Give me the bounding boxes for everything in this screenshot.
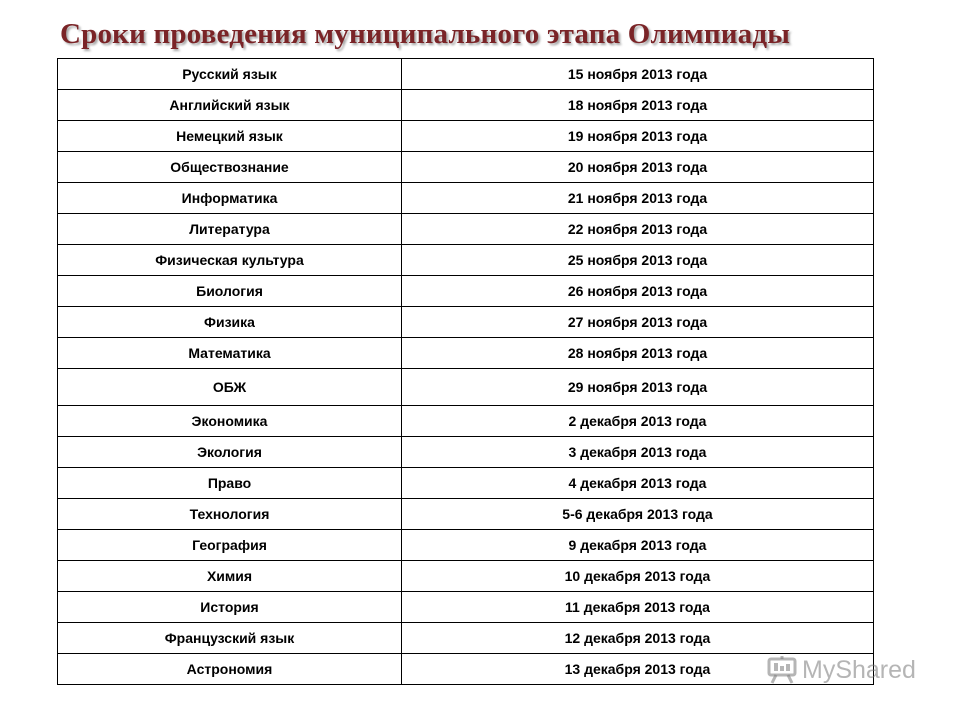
- subject-cell: Немецкий язык: [58, 121, 402, 152]
- table-row: [58, 338, 874, 369]
- subject-cell: ОБЖ: [58, 369, 402, 406]
- watermark-text: MyShared: [802, 655, 916, 684]
- date-cell: 29 ноября 2013 года: [402, 369, 874, 406]
- table-row: [58, 530, 874, 561]
- subject-cell: Экономика: [58, 406, 402, 437]
- date-cell: 5-6 декабря 2013 года: [402, 499, 874, 530]
- subject-cell: География: [58, 530, 402, 561]
- table-row: [58, 654, 874, 685]
- table-row: [58, 59, 874, 90]
- subject-cell: Обществознание: [58, 152, 402, 183]
- table-row: [58, 406, 874, 437]
- subject-cell: Французский язык: [58, 623, 402, 654]
- subject-cell: Астрономия: [58, 654, 402, 685]
- date-cell: 21 ноября 2013 года: [402, 183, 874, 214]
- date-cell: 2 декабря 2013 года: [402, 406, 874, 437]
- date-cell: 22 ноября 2013 года: [402, 214, 874, 245]
- date-cell: 15 ноября 2013 года: [402, 59, 874, 90]
- date-cell: 13 декабря 2013 года: [402, 654, 874, 685]
- table-row: [58, 183, 874, 214]
- subject-cell: Физическая культура: [58, 245, 402, 276]
- subject-cell: История: [58, 592, 402, 623]
- date-cell: 10 декабря 2013 года: [402, 561, 874, 592]
- table-row: [58, 307, 874, 338]
- myshared-watermark: [766, 655, 916, 685]
- table-row: [58, 369, 874, 406]
- table-row: [58, 499, 874, 530]
- subject-cell: Технология: [58, 499, 402, 530]
- subject-cell: Биология: [58, 276, 402, 307]
- subject-cell: Право: [58, 468, 402, 499]
- table-row: [58, 152, 874, 183]
- subject-cell: Экология: [58, 437, 402, 468]
- subject-cell: Русский язык: [58, 59, 402, 90]
- table-row: [58, 468, 874, 499]
- olympiad-schedule-table: [57, 58, 874, 685]
- table-row: [58, 245, 874, 276]
- date-cell: 26 ноября 2013 года: [402, 276, 874, 307]
- table-row: [58, 90, 874, 121]
- subject-cell: Физика: [58, 307, 402, 338]
- date-cell: 18 ноября 2013 года: [402, 90, 874, 121]
- date-cell: 12 декабря 2013 года: [402, 623, 874, 654]
- table-row: [58, 437, 874, 468]
- date-cell: 28 ноября 2013 года: [402, 338, 874, 369]
- presentation-board-icon: [766, 655, 798, 685]
- date-cell: 9 декабря 2013 года: [402, 530, 874, 561]
- table-row: [58, 214, 874, 245]
- table-row: [58, 623, 874, 654]
- date-cell: 27 ноября 2013 года: [402, 307, 874, 338]
- date-cell: 3 декабря 2013 года: [402, 437, 874, 468]
- date-cell: 25 ноября 2013 года: [402, 245, 874, 276]
- date-cell: 4 декабря 2013 года: [402, 468, 874, 499]
- subject-cell: Английский язык: [58, 90, 402, 121]
- subject-cell: Математика: [58, 338, 402, 369]
- table-row: [58, 592, 874, 623]
- date-cell: 19 ноября 2013 года: [402, 121, 874, 152]
- subject-cell: Литература: [58, 214, 402, 245]
- table-row: [58, 121, 874, 152]
- date-cell: 20 ноября 2013 года: [402, 152, 874, 183]
- table-row: [58, 561, 874, 592]
- subject-cell: Информатика: [58, 183, 402, 214]
- schedule-body: [58, 59, 874, 685]
- page-title: Сроки проведения муниципального этапа Олимпиады: [60, 18, 791, 50]
- table-row: [58, 276, 874, 307]
- subject-cell: Химия: [58, 561, 402, 592]
- date-cell: 11 декабря 2013 года: [402, 592, 874, 623]
